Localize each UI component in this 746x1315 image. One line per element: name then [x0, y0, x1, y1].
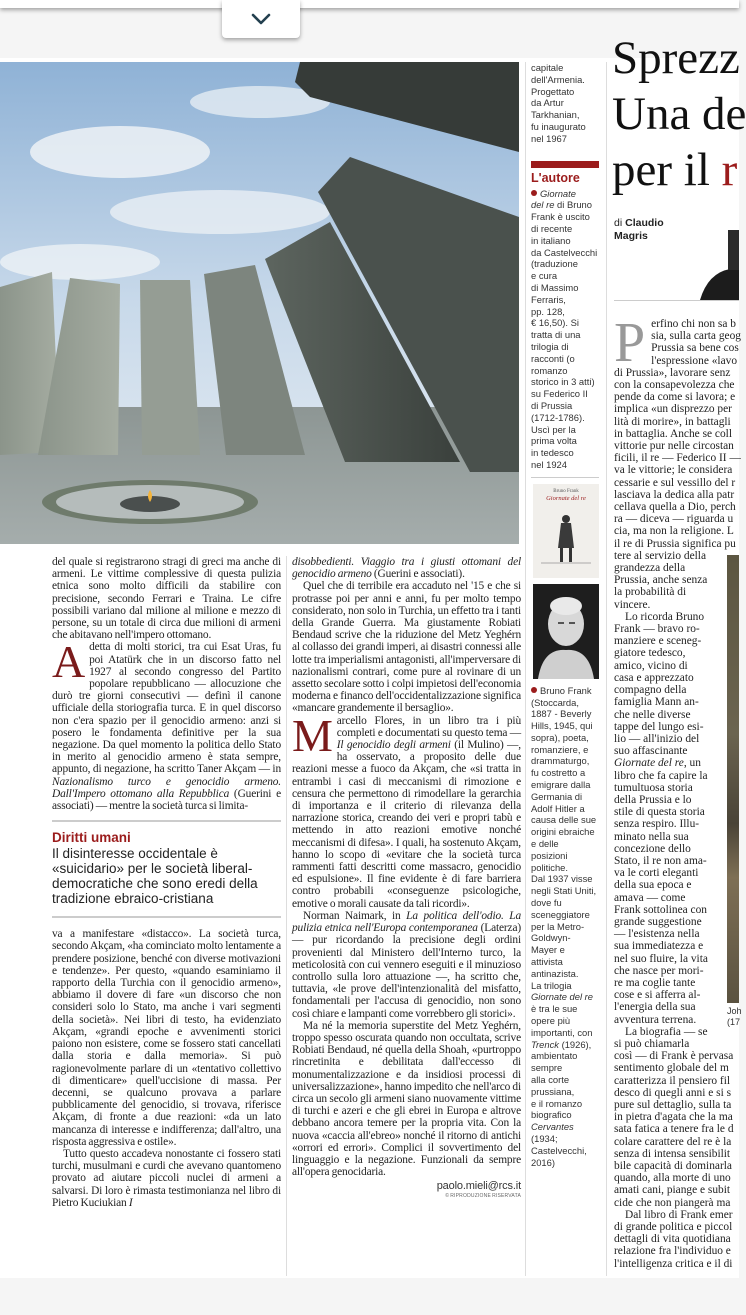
text-line: manziere e sceneg-: [614, 635, 702, 648]
text-line: politiche.: [531, 861, 569, 873]
caption-line: capitale: [531, 62, 564, 73]
text-line: in tedesco: [531, 447, 574, 459]
text-line: si può chiamarla: [614, 1037, 690, 1050]
text-line: senza respiro. Illu-: [614, 818, 700, 831]
text-line: prima volta: [531, 435, 577, 447]
text-line: Dal libro di Frank emer: [625, 1208, 733, 1221]
text-line: con la consapevolezza che: [614, 379, 735, 392]
book-title: Il genocidio degli armeni: [336, 739, 451, 752]
text-line: racconti (o: [531, 352, 575, 364]
paragraph: [292, 910, 521, 1020]
text-line: sia, sulla carta geog: [651, 330, 741, 343]
author-email-link[interactable]: paolo.mieli@rcs.it: [436, 1180, 521, 1193]
paragraph-with-dropcap: [292, 709, 521, 910]
text-line: sua immediatezza e: [614, 940, 704, 953]
text-line: vittorie pur nelle circostan: [614, 440, 734, 453]
text-line: origini ebraiche: [531, 826, 595, 838]
pull-quote-label: Diritti umani: [52, 830, 131, 846]
text-line: caratterizza il pensiero fil: [614, 1074, 731, 1087]
text-line: e cura: [531, 270, 558, 282]
top-toolbar: [0, 0, 739, 8]
text-line: avventura terrena.: [614, 1013, 697, 1026]
text-line: così — di Frank è pervasa: [614, 1050, 734, 1063]
text-line: sceneggiatore: [531, 908, 590, 920]
text-line: grande suggestione: [614, 915, 702, 928]
paragraph-text: Tutto questo accadeva nonostante ci fossero stati turchi, musulmani e curdi che avevano quantomeno provato ad aiutare piccoli nuclei di armeni a salvarsi. Di loro è rimasta testimonianza nel libro di Pietro Kuciukian: [52, 1147, 281, 1209]
text-line: posizioni: [531, 849, 568, 861]
text-line: storico in 3 atti): [531, 376, 595, 388]
caption-line: da Artur: [531, 97, 564, 109]
text-line: nel 1924: [531, 458, 567, 470]
author-photo[interactable]: [692, 225, 739, 300]
text-line: alla corte: [531, 1074, 570, 1085]
bruno-frank-portrait[interactable]: [533, 584, 599, 679]
caption-line: fu inaugurato: [531, 120, 586, 132]
text-line: della Prussia e lo: [614, 793, 692, 806]
text-line: emigrare dalla: [531, 779, 591, 791]
text-line: sempre: [531, 1062, 563, 1074]
text-line: tumultuosa storia: [614, 781, 693, 794]
collapse-toolbar-button[interactable]: [222, 0, 300, 38]
text-line: Dal 1937 visse: [531, 873, 593, 885]
text-line: lio — all'inizio del: [614, 732, 700, 745]
pull-quote-text: Il disinteresse occidentale è «suicidario» per le società liberal-democratiche che sono eredi della tradizione ebraico-cristiana: [52, 846, 258, 907]
text-line: — l'esistenza nella: [614, 928, 700, 941]
side-column: [531, 62, 601, 1168]
book-cover-figure: [533, 503, 599, 577]
text-line: amava — come: [614, 891, 686, 904]
right-article-bottom: [614, 1050, 739, 1270]
text-line: e delle: [531, 838, 559, 850]
book-cover-title: Giornate del re: [546, 494, 586, 502]
book-title: Trenck: [531, 1038, 559, 1050]
memorial-illustration: [0, 62, 519, 544]
text-line: dove fu: [531, 897, 562, 909]
text-line: dettagli di vita quotidiana: [614, 1233, 731, 1246]
portrait-painting[interactable]: [727, 555, 739, 1003]
text-line: prussiana,: [531, 1085, 575, 1097]
byline-prefix: di: [614, 217, 623, 229]
text-line: Frank è uscito: [531, 211, 590, 223]
right-article-mid: [614, 562, 725, 1050]
memorial-photo[interactable]: [0, 62, 519, 544]
text-line: amati cani, piange e subit: [614, 1184, 731, 1197]
text-line: (Stoccarda,: [531, 696, 579, 708]
dropcap-p: P: [614, 312, 646, 374]
caption-line: dell'Armenia.: [531, 73, 585, 85]
text-line: grandezza della: [614, 562, 686, 575]
text-line: va le corti eleganti: [614, 867, 699, 880]
text-line: Bruno Frank: [531, 685, 601, 697]
article-column-1: [52, 556, 281, 1209]
painting-caption-line: Joh: [727, 1006, 742, 1016]
text-line: pure sul dettaglio, sulla ta: [614, 1099, 732, 1111]
book-title: disobbedienti. Viaggio tra i giusti ottomani del genocidio armeno: [292, 556, 521, 581]
text-line: sata fatica a tenere fra le d: [614, 1123, 734, 1136]
text-line: fu costretto a: [531, 767, 586, 779]
text-line: Giornate: [531, 188, 601, 200]
text-line: minato nella sua: [614, 830, 689, 843]
text-line: della sua epoca e: [614, 879, 692, 892]
text-line: opere più: [531, 1015, 571, 1027]
text-line: implica «un disprezzo per: [614, 403, 732, 416]
column-divider: [606, 62, 607, 1276]
text-line: erfino chi non sa b: [651, 318, 736, 330]
chevron-down-icon: [251, 13, 271, 25]
text-line: vincere.: [614, 598, 651, 611]
article-headline[interactable]: [612, 32, 746, 198]
headline-line-1: Sprezz: [612, 32, 740, 84]
text-line: per la Metro-: [531, 920, 585, 932]
text-line: nel suo fluire, la vita: [614, 952, 708, 965]
text-line: biografico: [531, 1109, 572, 1121]
paragraph-with-dropcap: [52, 636, 281, 813]
book-title: La politica dell'odio. La pulizia etnica nell'Europa contemporanea: [292, 909, 521, 935]
text-line: Giornate del re, un: [614, 757, 701, 770]
text-line: stile di questa storia: [614, 806, 705, 819]
author-photo-illustration: [692, 225, 739, 300]
text-line: libro che fa capire la: [614, 769, 708, 782]
paragraph-text: (Guerini e associati).: [371, 568, 465, 581]
caption-line: nel 1967: [531, 132, 567, 144]
text-line: Frank sottolinea con: [614, 903, 708, 916]
text-line: in italiano: [531, 234, 571, 246]
text-line: di Massimo: [531, 281, 579, 293]
bullet-icon: [531, 687, 537, 693]
text-line: quando, alla morte di uno: [614, 1172, 731, 1185]
painting-caption-line: (17: [727, 1017, 741, 1027]
byline: [614, 217, 690, 243]
bio-text: [531, 685, 601, 1169]
column-divider: [525, 62, 526, 1276]
text-line: 1887 - Beverly: [531, 708, 592, 720]
text-line: su Federico II: [531, 388, 588, 400]
bullet-icon: [531, 190, 537, 196]
text-line: romanzo: [531, 364, 568, 376]
text-line: il re di Prussia significa pu: [614, 537, 736, 550]
headline-line-2: Una de: [612, 88, 746, 140]
text-line: Prussia sa bene cos: [651, 342, 739, 355]
author-box-heading: L'autore: [531, 170, 580, 185]
photo-caption: [531, 62, 601, 145]
paragraph: Quel che di terribile era accaduto nel '15 e che si protrasse poi per anni e anni, fu per molto tempo considerato, non solo in Turchia, un effetto tra i tanti della Grande Guerra. Ma giustamente Robiati Bendaud scrive che la riduzione del Metz Yeghérn al collasso dei grandi imperi, ai disastri connessi alle lotte tra imperialismi antagonisti, all'imperversare di nazionalismi contrari, come pure al rovinare di un assetto secolare sotto i colpi impietosi dell'economia moderna e financo dell'occidentalizzazione significa «mancare grandemente il bersaglio».: [292, 580, 521, 715]
author-box-text: [531, 188, 601, 471]
text-line: Goldwyn-: [531, 932, 571, 944]
text-line: Trenck (1926),: [531, 1038, 592, 1050]
author-box: [531, 161, 601, 471]
text-line: concezione dello: [614, 842, 691, 855]
text-line: drammaturgo,: [531, 755, 590, 767]
text-line: cia, ma non la religione. L: [614, 525, 734, 538]
paragraph: [52, 1148, 281, 1209]
text-line: di grande politica e piccol: [614, 1221, 733, 1234]
text-line: in battaglia. Anche se coll: [614, 427, 732, 440]
text-line: pende da come si lavora; e: [614, 391, 736, 404]
text-line: bile capacità di dominarla: [614, 1160, 732, 1173]
paragraph-text: Norman Naimark, in: [303, 909, 407, 922]
text-line: La trilogia: [531, 979, 572, 991]
text-line: di Prussia», lavorare senz: [614, 366, 731, 379]
text-line: tere al servizio della: [614, 549, 707, 562]
text-line: lità di morire», in battagli: [614, 415, 731, 428]
text-line: Mayer e: [531, 944, 565, 956]
text-line: casa e apprezzato: [614, 671, 694, 684]
text-line: Castelvecchi,: [531, 1144, 587, 1156]
right-article-text-bottom: [614, 1050, 739, 1270]
paragraph-text: (Laterza) — pur ricordando la precisione degli ordini provenienti dal Ministero dell'Interno turco, la meticolosità con cui vennero eseguiti e il minuzioso controllo sulla loro attuazione —, ha scritto che, tuttavia, «le prove dell'intenzionalità del misfatto, fondamentali per l'accusa di genocidio, non sono così chiare e lampanti come vorrebbero gli storici».: [292, 922, 522, 1020]
article-signoff: [292, 1180, 521, 1200]
text-line: Hills, 1945, qui: [531, 720, 593, 732]
text-line: (traduzione: [531, 258, 578, 270]
dropcap-a: A: [52, 636, 86, 688]
text-line: che nelle diverse: [614, 708, 691, 721]
text-line: cide che non piangerà ma: [614, 1196, 731, 1209]
text-line: Uscì per la: [531, 423, 576, 435]
text-line: sopra), poeta,: [531, 731, 589, 743]
byline-author[interactable]: Claudio Magris: [614, 217, 664, 242]
text-line: suo affascinante: [614, 745, 688, 758]
book-cover-author: Bruno Frank: [553, 488, 579, 494]
text-line: negli Stati Uniti,: [531, 885, 597, 897]
caption-line: Progettato: [531, 85, 575, 97]
paragraph-text: (il Mulino) —, ha osservato, a proposito delle due reazioni messe a fuoco da Akçam, che «si tratta in entrambi i casi di meccanismi di rimozione e censura che permettono di rimodellare la gerarchia di importanza e il criterio di rilevanza della narrazione storica, creando dei veri e propri tabù e mettendo in atto reazioni emotive nonché meccanismi di difesa». I quali, ha sostenuto Akçam, hanno lo scopo di «evitare che la società turca rammenti fatti descritti come massacro, genocidio ed espulsione». Il fine evidente è di fare barriera contro probabili «conseguenze psicologiche, emotive o morali causate da tali ricordi».: [292, 739, 521, 910]
text-line: l'intelligenza critica e il di: [614, 1257, 733, 1270]
painting-caption: [727, 1006, 742, 1028]
text-line: antinazista.: [531, 967, 579, 979]
headline-line-3-accent: r: [721, 144, 738, 196]
text-line: re ma coglie tante: [614, 976, 696, 989]
right-article-text-mid: [614, 562, 725, 1050]
text-line: in pietra d'agata che la ma: [614, 1111, 733, 1124]
right-article-top: [614, 312, 741, 562]
text-line: l'energia della sua: [614, 1001, 696, 1014]
text-line: La biografia — se: [625, 1025, 708, 1038]
text-line: sentimento globale del m: [614, 1062, 729, 1075]
text-line: va le vittorie; le considera: [614, 464, 733, 477]
dropcap-m: M: [292, 709, 333, 761]
text-line: l'espressione «lavo: [651, 354, 738, 367]
text-line: da Castelvecchi: [531, 246, 598, 258]
text-line: attivista: [531, 956, 563, 968]
text-line: cellava quella a Dio, perch: [614, 501, 736, 514]
text-line: e il romanzo: [531, 1097, 583, 1109]
text-line: senza di intensa sensibilit: [614, 1147, 731, 1160]
text-line: che nasce per mori-: [614, 964, 704, 977]
text-line: pp. 128,: [531, 305, 565, 317]
paragraph: del quale si registrarono stragi di greci ma anche di armeni. Le vittime complessive di questa pulizia etnica sono molto difficili da stabilire con precisione, secondo Ferrari e Traina. Le cifre possibili variano dal milione al milione e mezzo di persone, su un totale di circa due milioni di armeni che abitavano nell'impero ottomano.: [52, 556, 281, 642]
article-column-2: [292, 556, 521, 1200]
paragraph: [292, 556, 521, 580]
paragraph-text: detta di molti storici, tra cui Esat Uras, fu poi Atatürk che in un discorso fatto nel 1927 al secondo congresso del Partito popolare repubblicano — allocuzione che durò tre giorni consecutivi — definì il canone ufficiale della storiografia turca. E in quel discorso non c'era spazio per il genocidio armeno: anzi si posero le fondamenta definitive per la sua negazione. Da quel momento la politica dello Stato in merito al genocidio armeno è stata sempre, appunto, di negazione, ha scritto Taner Akçam — in: [52, 641, 281, 776]
text-line: Frank — bravo ro-: [614, 623, 700, 636]
paragraph-text: arcello Flores, in un libro tra i più completi e documentati su questo tema —: [336, 714, 521, 739]
text-line: è tra le sue: [531, 1003, 578, 1015]
text-line: Cervantes: [531, 1121, 574, 1133]
author-box-bar: [531, 161, 599, 168]
portrait-illustration: [533, 584, 599, 679]
text-line: (1712-1786).: [531, 411, 585, 423]
text-line: cessarie e sul vessillo del r: [614, 476, 736, 489]
headline-line-3-text: per il: [612, 144, 722, 196]
text-line: compagno della: [614, 684, 687, 697]
column-divider: [286, 556, 287, 1276]
text-line: tappe del lungo esi-: [614, 720, 704, 733]
text-line: causa delle sue: [531, 814, 597, 826]
paragraph: va a manifestare «distacco». La società turca, secondo Akçam, «ha cominciato molto lentamente a prendere posizione, benché con diverse motivazioni e tendenze». Per questo, «quando esaminiamo il rapporto della Turchia con il genocidio armeno», abbiamo il dovere di fare «un discorso che non consideri solo lo Stato, ma anche i vari segmenti della società». Nei libri di testo, ha evidenziato Akçam, «grandi epoche e avvenimenti storici paiono non esistere, come se fossero stati cancellati dalla storia e dalla memoria». Si può ragionevolmente parlare di un «tentativo collettivo di dimenticare» quell'uccisione di massa. Per decenni, se qualcuno provava a parlare pubblicamente del genocidio, si trovava, riferisce Akçam, di fronte a due reazioni: «da un lato mancanza di interesse e indifferenza; dall'altro, una risposta aggressiva e ostile».: [52, 928, 281, 1148]
text-line: € 16,50). Si: [531, 317, 579, 329]
book-title: del re: [531, 199, 555, 211]
book-title: Giornate del re: [614, 757, 684, 770]
text-line: la probabilità di: [614, 586, 687, 599]
caption-line: Tarkhanian,: [531, 109, 580, 121]
text-line: Lo ricorda Bruno: [625, 610, 705, 623]
text-line: di Prussia: [531, 399, 573, 411]
text-line: trilogia di: [531, 340, 569, 352]
text-line: ra — diceva — riguarda u: [614, 513, 734, 526]
text-line: relazione fra l'individuo e: [614, 1245, 731, 1258]
text-line: (1934;: [531, 1132, 558, 1144]
text-line: Prussia, anche senza: [614, 574, 708, 587]
text-line: famiglia Mann an-: [614, 696, 699, 709]
text-line: Adolf Hitler a: [531, 802, 585, 814]
text-line: 2016): [531, 1156, 555, 1168]
pull-quote: [52, 820, 281, 918]
text-line: giatore tedesco,: [614, 647, 686, 660]
bruno-frank-bio: [531, 685, 601, 1169]
text-line: Stato, il re non ama-: [614, 854, 707, 867]
paragraph-text: (Guerini e associati) — mentre la società turca si limita-: [52, 787, 281, 813]
text-line: di recente: [531, 222, 573, 234]
text-line: lasciava la dedica alla patr: [614, 488, 735, 501]
text-line: ambientato: [531, 1050, 578, 1062]
headline-divider: [614, 300, 739, 301]
side-divider: [531, 477, 599, 478]
text-line: tratta di una: [531, 329, 581, 341]
paragraph: Ma né la memoria superstite del Metz Yeghérn, troppo spesso oscurata quando non occultata, scrive Robiati Bendaud, né quella della Shoah, «purtroppo rincretinita e debilitata dall'eccesso di monumentalizzazione e da insidiosi processi di universalizzazione», hanno impedito che nell'arco di circa un secolo gli armeni siano nuovamente vittime di turchi e azeri e che gli ebrei in Europa e altrove debbano ancora temere per la propria vita. Con la nuova «caccia all'ebreo» nonché il ritorno di antichi «orrori ed errori». Complici il sovvertimento del linguaggio e la negazione. Funzionali da sempre all'opera genocidaria.: [292, 1019, 521, 1179]
text-line: importanti, con: [531, 1026, 593, 1038]
book-title: Nazionalismo turco e genocidio armeno. Dall'Impero ottomano alla Repubblica: [52, 775, 281, 800]
text-line: Germania di: [531, 790, 583, 802]
copyright-notice: © RIPRODUZIONE RISERVATA: [445, 1193, 521, 1200]
text-line: del re di Bruno: [531, 199, 592, 211]
book-title: I: [128, 1196, 133, 1209]
text-line: ficili, il re — Federico II —: [614, 452, 741, 465]
text-line: amico, vicino di: [614, 659, 688, 672]
text-line: romanziere, e: [531, 743, 589, 755]
text-line: desco di quegli anni e si s: [614, 1086, 732, 1099]
text-line: Ferraris,: [531, 293, 566, 305]
book-cover-image[interactable]: [533, 484, 599, 578]
text-line: colare carattere del re è la: [614, 1135, 732, 1148]
right-article-column: [614, 312, 742, 1276]
headline-line-3: [612, 142, 739, 198]
text-line: cose e si afferra al-: [614, 989, 701, 1002]
text-line: Giornate del re: [531, 991, 594, 1003]
